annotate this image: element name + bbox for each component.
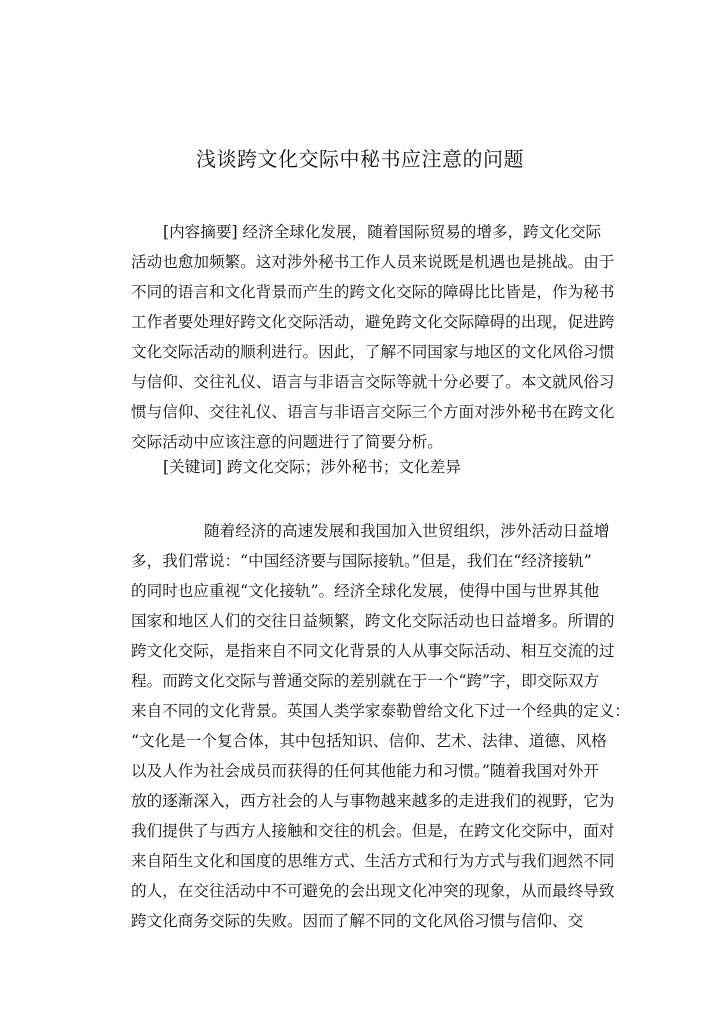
body-section bbox=[131, 516, 657, 936]
abstract-line: 活动也愈加频繁。这对涉外秘书工作人员来说既是机遇也是挑战。由于 bbox=[131, 253, 615, 271]
keywords-line: [关键词] 跨文化交际；涉外秘书；文化差异 bbox=[163, 458, 461, 476]
body-line: 多，我们常说：“中国经济要与国际接轨。”但是，我们在“经济接轨” bbox=[131, 552, 592, 570]
document-title: 浅谈跨文化交际中秘书应注意的问题 bbox=[196, 147, 524, 171]
body-line: “文化是一个复合体，其中包括知识、信仰、艺术、法律、道德、风格 bbox=[131, 732, 607, 750]
abstract-line: 与信仰、交往礼仪、语言与非语言交际等就十分必要了。本文就风俗习 bbox=[131, 373, 615, 391]
body-line: 来自不同的文化背景。英国人类学家泰勒曾给文化下过一个经典的定义： bbox=[131, 702, 631, 720]
body-line: 跨文化商务交际的失败。因而了解不同的文化风俗习惯与信仰、交 bbox=[131, 912, 584, 930]
body-line: 跨文化交际，是指来自不同文化背景的人从事交际活动、相互交流的过 bbox=[131, 642, 615, 660]
abstract-line: [内容摘要] 经济全球化发展，随着国际贸易的增多，跨文化交际 bbox=[163, 223, 602, 241]
body-line: 程。而跨文化交际与普通交际的差别就在于一个“跨”字，即交际双方 bbox=[131, 672, 600, 690]
abstract-line: 交际活动中应该注意的问题进行了简要分析。 bbox=[131, 433, 443, 451]
body-line: 的同时也应重视“文化接轨”。经济全球化发展，使得中国与世界其他 bbox=[131, 582, 600, 600]
body-line: 来自陌生文化和国度的思维方式、生活方式和行为方式与我们迥然不同 bbox=[131, 852, 615, 870]
abstract-line: 文化交际活动的顺利进行。因此，了解不同国家与地区的文化风俗习惯 bbox=[131, 343, 615, 361]
body-line: 的人，在交往活动中不可避免的会出现文化冲突的现象，从而最终导致 bbox=[131, 882, 615, 900]
body-line: 国家和地区人们的交往日益频繁，跨文化交际活动也日益增多。所谓的 bbox=[131, 612, 615, 630]
body-line: 以及人作为社会成员而获得的任何其他能力和习惯。”随着我国对外开 bbox=[131, 762, 599, 780]
body-line: 我们提供了与西方人接触和交往的机会。但是，在跨文化交际中，面对 bbox=[131, 822, 615, 840]
abstract-line: 不同的语言和文化背景而产生的跨文化交际的障碍比比皆是，作为秘书 bbox=[131, 283, 615, 301]
body-line: 随着经济的高速发展和我国加入世贸组织，涉外活动日益增 bbox=[204, 522, 610, 540]
abstract-line: 惯与信仰、交往礼仪、语言与非语言交际三个方面对涉外秘书在跨文化 bbox=[131, 403, 615, 421]
body-line: 放的逐渐深入，西方社会的人与事物越来越多的走进我们的视野，它为 bbox=[131, 792, 615, 810]
abstract-line: 工作者要处理好跨文化交际活动，避免跨文化交际障碍的出现，促进跨 bbox=[131, 313, 615, 331]
abstract-section bbox=[131, 217, 657, 457]
